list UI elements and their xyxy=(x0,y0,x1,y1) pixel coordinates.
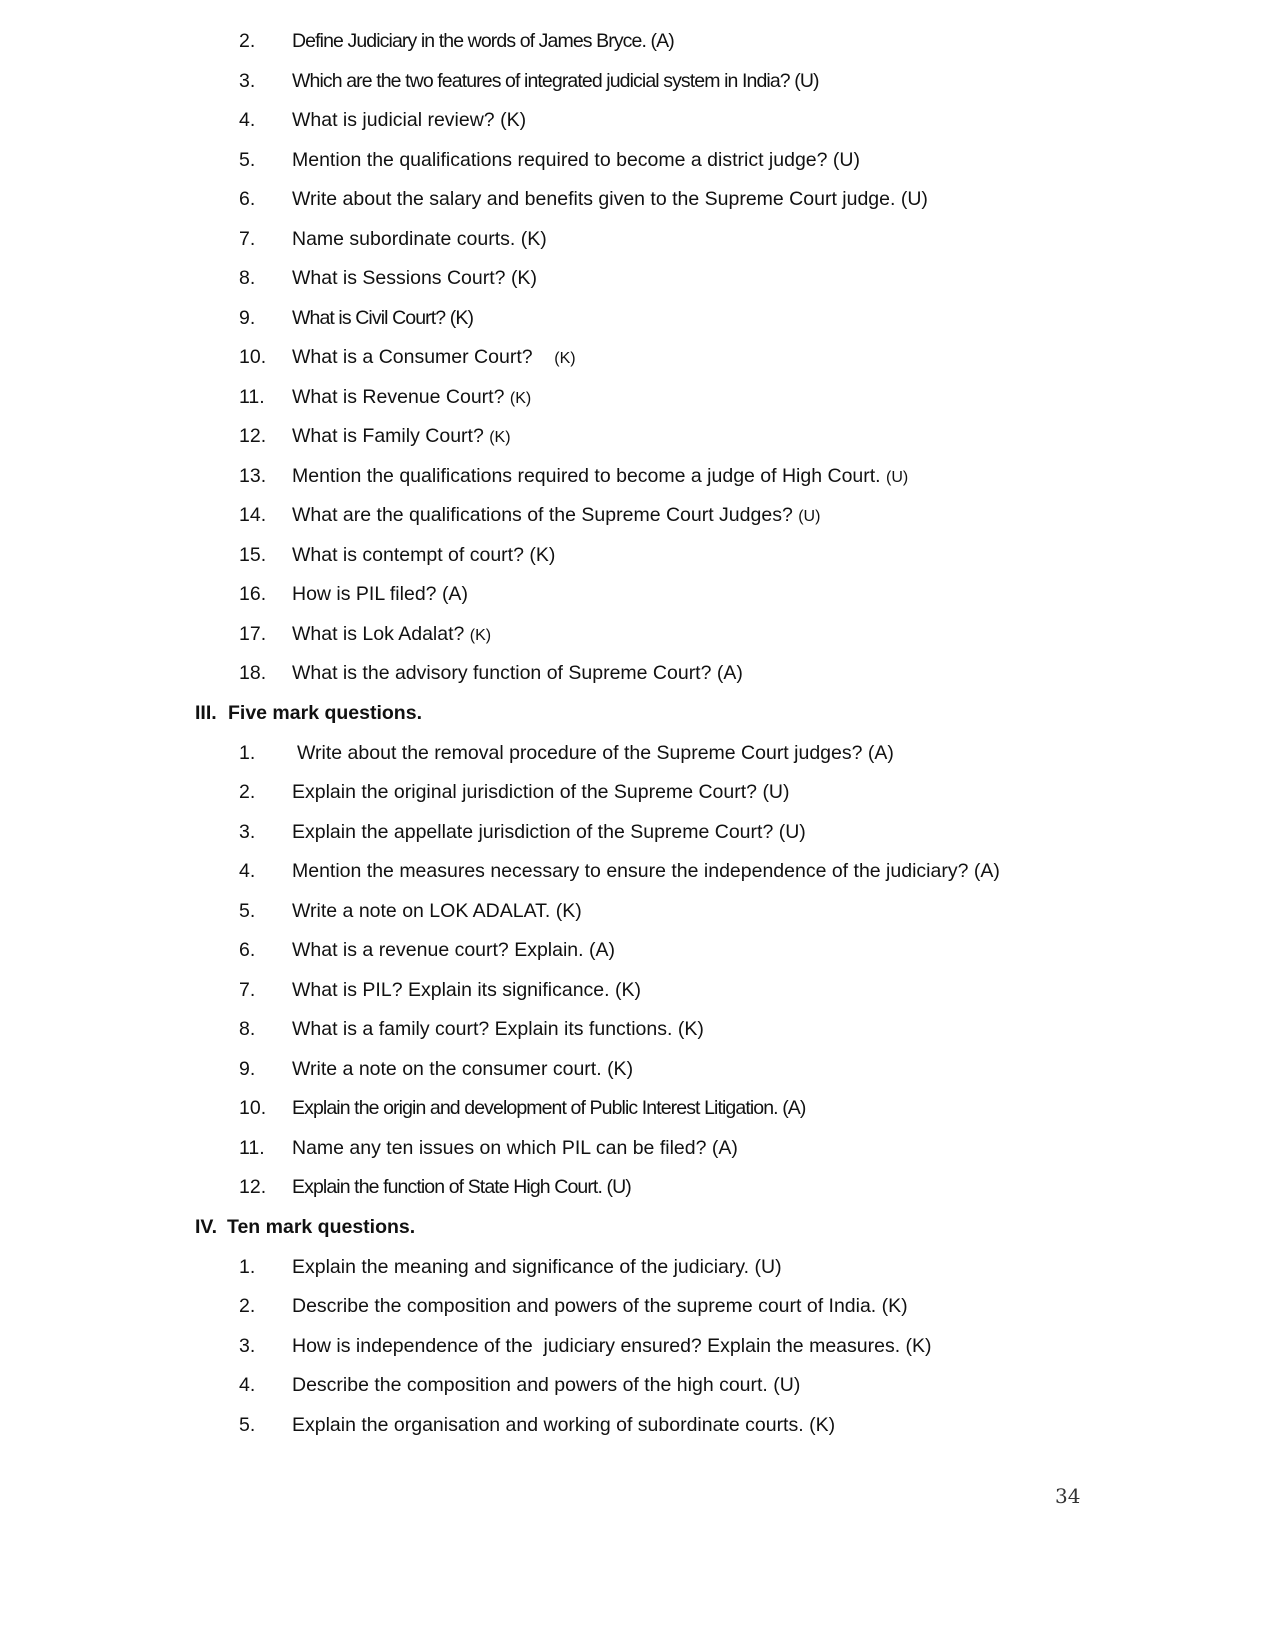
list-item xyxy=(0,259,1275,299)
item-tag: (A) xyxy=(782,1097,806,1119)
item-text: Describe the composition and powers of the supreme court of India. xyxy=(292,1295,877,1317)
list-item xyxy=(0,22,1275,62)
section-heading xyxy=(0,1208,1275,1248)
item-text: Explain the original jurisdiction of the Supreme Court? xyxy=(292,781,758,803)
item-tag: (K) xyxy=(449,306,474,329)
item-number: 2. xyxy=(239,30,256,52)
list-item xyxy=(0,378,1275,418)
list-item xyxy=(0,852,1275,892)
item-text: What is contempt of court? xyxy=(292,543,524,566)
item-text: What is Civil Court? xyxy=(292,306,446,329)
short-answer-list xyxy=(0,22,1275,694)
item-text: What is a Consumer Court? xyxy=(292,346,533,368)
list-item xyxy=(0,773,1275,813)
item-tag: (K) xyxy=(500,109,527,131)
item-tag: (K) xyxy=(809,1413,836,1436)
item-tag: (K) xyxy=(509,389,532,407)
item-tag: (K) xyxy=(607,1057,634,1080)
item-text: Write about the removal procedure of the Supreme Court judges? xyxy=(297,741,863,764)
list-item xyxy=(0,496,1275,536)
item-text: Mention the measures necessary to ensure the independence of the judiciary? xyxy=(292,860,969,882)
item-tag: (K) xyxy=(881,1295,908,1317)
item-text: Define Judiciary in the words of James Bryce. xyxy=(292,30,646,52)
list-item xyxy=(0,457,1275,497)
item-number: 11. xyxy=(239,1136,265,1159)
item-text: What is Family Court? xyxy=(292,425,484,447)
item-tag: (U) xyxy=(886,468,909,486)
item-tag: (U) xyxy=(794,69,819,92)
item-text: What is PIL? Explain its significance. xyxy=(292,978,610,1001)
item-tag: (K) xyxy=(555,899,582,922)
item-text: What is Sessions Court? xyxy=(292,267,506,289)
item-number: 3. xyxy=(239,1334,256,1357)
item-number: 1. xyxy=(239,741,256,764)
item-tag: (U) xyxy=(900,188,928,210)
item-number: 11. xyxy=(239,385,265,408)
item-text: Write about the salary and benefits given to the Supreme Court judge. xyxy=(292,188,896,210)
item-number: 1. xyxy=(239,1255,256,1278)
list-item xyxy=(0,1366,1275,1406)
item-number: 10. xyxy=(239,346,267,368)
list-item xyxy=(0,1010,1275,1050)
item-tag: (U) xyxy=(762,781,790,803)
item-tag: (K) xyxy=(905,1334,932,1357)
item-tag: (K) xyxy=(677,1018,704,1040)
list-item xyxy=(0,1050,1275,1090)
list-item xyxy=(0,931,1275,971)
item-number: 4. xyxy=(239,109,256,131)
list-item xyxy=(0,615,1275,655)
page-number: 34 xyxy=(1055,1484,1081,1508)
item-number: 14. xyxy=(239,504,267,526)
item-tag: (U) xyxy=(773,1374,801,1396)
list-item xyxy=(0,1168,1275,1208)
item-text: What are the qualifications of the Supreme Court Judges? xyxy=(292,504,793,526)
item-text: What is judicial review? xyxy=(292,109,495,131)
item-number: 18. xyxy=(239,662,267,684)
item-text: Mention the qualifications required to become a judge of High Court. xyxy=(292,464,881,487)
list-item xyxy=(0,101,1275,141)
list-item xyxy=(0,1089,1275,1129)
item-tag: (U) xyxy=(832,148,860,171)
item-number: 12. xyxy=(239,425,267,447)
item-text: Mention the qualifications required to become a district judge? xyxy=(292,148,828,171)
list-item xyxy=(0,220,1275,260)
list-item xyxy=(0,734,1275,774)
list-item xyxy=(0,575,1275,615)
item-number: 8. xyxy=(239,267,256,289)
item-number: 16. xyxy=(239,583,267,605)
list-item xyxy=(0,1287,1275,1327)
item-tag: (U) xyxy=(606,1176,631,1198)
list-item xyxy=(0,1248,1275,1288)
section-title: Five mark questions. xyxy=(228,702,422,724)
item-text: Explain the appellate jurisdiction of the Supreme Court? xyxy=(292,820,774,843)
section-heading xyxy=(0,694,1275,734)
list-item xyxy=(0,892,1275,932)
item-number: 4. xyxy=(239,860,256,882)
item-tag: (U) xyxy=(754,1255,782,1278)
item-number: 3. xyxy=(239,69,256,92)
item-number: 9. xyxy=(239,1057,256,1080)
item-tag: (A) xyxy=(973,860,1000,882)
item-tag: (K) xyxy=(529,543,556,566)
item-tag: (A) xyxy=(589,939,615,961)
item-text: Explain the origin and development of Public Interest Litigation. xyxy=(292,1097,778,1119)
item-number: 2. xyxy=(239,1295,256,1317)
item-text: Which are the two features of integrated judicial system in India? xyxy=(292,69,790,92)
item-text: Write a note on LOK ADALAT. xyxy=(292,899,551,922)
section-number: IV. xyxy=(195,1216,218,1238)
item-number: 5. xyxy=(239,148,256,171)
item-number: 10. xyxy=(239,1097,267,1119)
item-number: 2. xyxy=(239,781,256,803)
item-number: 12. xyxy=(239,1176,267,1198)
section-number: III. xyxy=(195,702,217,724)
item-number: 7. xyxy=(239,978,256,1001)
item-tag: (A) xyxy=(650,30,674,52)
item-tag: (K) xyxy=(489,429,511,446)
item-text: What is the advisory function of Supreme Court? xyxy=(292,662,712,684)
item-text: How is independence of the judiciary ensured? Explain the measures. xyxy=(292,1334,901,1357)
item-number: 8. xyxy=(239,1018,256,1040)
item-tag: (A) xyxy=(716,662,743,684)
item-number: 13. xyxy=(239,464,267,487)
item-number: 5. xyxy=(239,899,256,922)
item-text: Explain the organisation and working of subordinate courts. xyxy=(292,1413,804,1436)
list-item xyxy=(0,536,1275,576)
five-mark-section xyxy=(0,694,1275,1208)
list-item xyxy=(0,299,1275,339)
list-item xyxy=(0,62,1275,102)
item-tag: (A) xyxy=(867,741,894,764)
list-item xyxy=(0,813,1275,853)
item-text: What is Lok Adalat? xyxy=(292,622,465,645)
ten-mark-section xyxy=(0,1208,1275,1445)
item-text: Name any ten issues on which PIL can be filed? xyxy=(292,1136,707,1159)
item-number: 3. xyxy=(239,820,256,843)
item-text: Name subordinate courts. xyxy=(292,227,516,250)
item-tag: (K) xyxy=(510,267,537,289)
list-item xyxy=(0,338,1275,378)
item-tag: (K) xyxy=(614,978,641,1001)
item-number: 15. xyxy=(239,543,267,566)
section-title: Ten mark questions. xyxy=(227,1216,416,1238)
list-item xyxy=(0,654,1275,694)
item-number: 4. xyxy=(239,1374,256,1396)
item-number: 6. xyxy=(239,188,256,210)
item-number: 7. xyxy=(239,227,256,250)
item-number: 17. xyxy=(239,622,267,645)
item-text: What is a revenue court? Explain. xyxy=(292,939,584,961)
item-tag: (K) xyxy=(554,350,576,367)
item-text: Describe the composition and powers of the high court. xyxy=(292,1374,768,1396)
item-text: How is PIL filed? xyxy=(292,583,437,605)
list-item xyxy=(0,180,1275,220)
item-text: What is Revenue Court? xyxy=(292,385,505,408)
item-text: What is a family court? Explain its functions. xyxy=(292,1018,673,1040)
item-tag: (U) xyxy=(778,820,806,843)
item-number: 5. xyxy=(239,1413,256,1436)
list-item xyxy=(0,417,1275,457)
item-text: Explain the meaning and significance of the judiciary. xyxy=(292,1255,750,1278)
list-item xyxy=(0,141,1275,181)
item-tag: (K) xyxy=(469,626,492,644)
list-item xyxy=(0,1327,1275,1367)
item-tag: (K) xyxy=(520,227,547,250)
item-tag: (A) xyxy=(711,1136,738,1159)
item-tag: (A) xyxy=(441,583,468,605)
item-number: 6. xyxy=(239,939,256,961)
item-tag: (U) xyxy=(798,508,821,525)
item-text: Explain the function of State High Court. xyxy=(292,1176,602,1198)
list-item xyxy=(0,1406,1275,1446)
item-text: Write a note on the consumer court. xyxy=(292,1057,602,1080)
list-item xyxy=(0,971,1275,1011)
item-number: 9. xyxy=(239,306,256,329)
list-item xyxy=(0,1129,1275,1169)
